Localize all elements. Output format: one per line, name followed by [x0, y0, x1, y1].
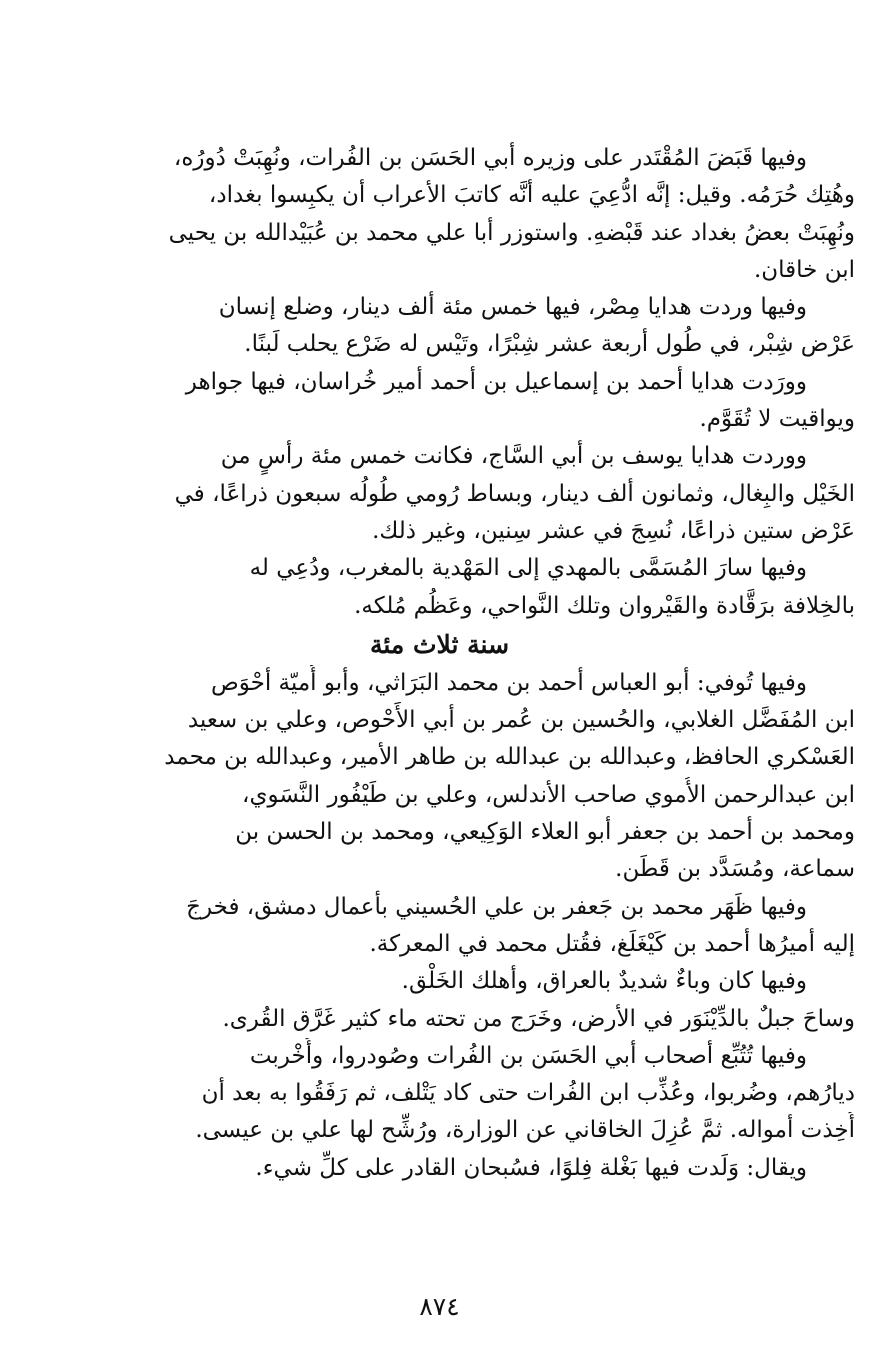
text-line: وورَدت هدايا أحمد بن إسماعيل بن أحمد أمير خُراسان، فيها جواهر [185, 368, 807, 395]
text-line: وفيها وردت هدايا مِصْر، فيها خمس مئة ألف دينار، وضلع إنسان [218, 294, 807, 321]
text-line: وهُتِك حُرَمُه. وقيل: إنَّه ادُّعِيَ عليه أنَّه كاتبَ الأعراب أن يكبِسوا بغداد، [208, 182, 855, 209]
text-line: الخَيْل والبِغال، وثمانون ألف دينار، وبساط رُومي طُولُه سبعون ذراعًا، في [174, 480, 855, 507]
text-line: ومحمد بن أحمد بن جعفر أبو العلاء الوَكِيعي، ومحمد بن الحسن بن [235, 819, 855, 846]
text-line: العَسْكري الحافظ، وعبدالله بن عبدالله بن طاهر الأمير، وعبدالله بن محمد [164, 744, 855, 771]
paragraph-4 [24, 438, 855, 550]
text-line: وفيها سارَ المُسَمَّى بالمهدي إلى المَهْدية بالمغرب، ودُعِي له [249, 555, 807, 582]
text-line: عَرْض شِبْر، في طُول أربعة عشر شِبْرًا، وتَيْس له ضَرْع يحلب لَبنًا. [244, 331, 855, 358]
text-line: وفيها ظَهَر محمد بن جَعفر بن علي الحُسيني بأعمال دمشق، فخرجَ [186, 893, 807, 920]
paragraph-10 [24, 1038, 855, 1150]
text-line: ويواقيت لا تُقَوَّم. [699, 406, 855, 433]
text-line: عَرْض ستين ذراعًا، نُسِجَ في عشر سِنين، وغير ذلك. [372, 517, 855, 544]
text-line: ديارُهم، وضُربوا، وعُذِّب ابن الفُرات حتى كاد يَتْلف، ثم رَفَقُوا به بعد أن [201, 1080, 855, 1107]
paragraph-2 [24, 289, 855, 364]
text-line: بالخِلافة برَقَّادة والقَيْروان وتلك النَّواحي، وعَظُم مُلكه. [354, 592, 855, 619]
paragraph-7 [24, 889, 855, 964]
text-line: وفيها كان وباءٌ شديدٌ بالعراق، وأهلك الخَلْق. [401, 968, 807, 995]
text-line: ويقال: وَلَدت فيها بَغْلة فِلوًا، فسُبحان القادر على كلِّ شيء. [255, 1154, 807, 1181]
paragraph-9 [24, 1001, 855, 1038]
text-line: أُخِذت أمواله. ثمَّ عُزِلَ الخاقاني عن الوزارة، ورُشِّح لها علي بن عيسى. [195, 1117, 855, 1144]
text-line: ابن خاقان. [753, 256, 855, 283]
text-line: وساحَ جبلٌ بالدِّيْنَوَر في الأرض، وخَرَج من تحته ماء كثير غَرَّق القُرى. [222, 1005, 855, 1032]
page-number: ٨٧٤ [419, 1292, 460, 1321]
paragraph-3 [24, 364, 855, 439]
text-line: إليه أميرُها أحمد بن كَيْغَلَغ، فقُتل محمد في المعركة. [369, 930, 855, 957]
text-line: وفيها تُوفي: أبو العباس أحمد بن محمد البَرَاثي، وأبو أُميّة أحْوَص [210, 669, 807, 696]
paragraph-6 [24, 665, 855, 889]
section-heading: سنة ثلاث مئة [369, 629, 510, 659]
text-line: وفيها قَبَضَ المُقْتَدر على وزيره أبي الحَسَن بن الفُرات، ونُهِبَتْ دُورُه، [173, 145, 807, 171]
paragraph-11 [24, 1150, 855, 1187]
paragraph-1 [24, 140, 855, 289]
text-line: ابن المُفَضَّل الغلابي، والحُسين بن عُمر بن أبي الأَحْوص، وعلي بن سعيد [187, 707, 855, 734]
paragraph-8 [24, 963, 855, 1000]
text-line: سماعة، ومُسَدَّد بن قَطَن. [615, 856, 855, 883]
text-line: ووردت هدايا يوسف بن أبي السَّاج، فكانت خمس مئة رأسٍ من [220, 443, 807, 470]
text-line: ونُهِبَتْ بعضُ بغداد عند قَبْضهِ. واستوزر أبا علي محمد بن عُبَيْدالله بن يحيى [168, 219, 855, 246]
paragraph-5 [24, 550, 855, 625]
page-body [24, 140, 855, 1187]
text-line: ابن عبدالرحمن الأُموي صاحب الأندلس، وعلي بن طَيْفُور النَّسَوي، [242, 781, 855, 808]
text-line: وفيها تُتُبِّع أصحاب أبي الحَسَن بن الفُرات وصُودروا، وأُخْربت [249, 1042, 807, 1069]
